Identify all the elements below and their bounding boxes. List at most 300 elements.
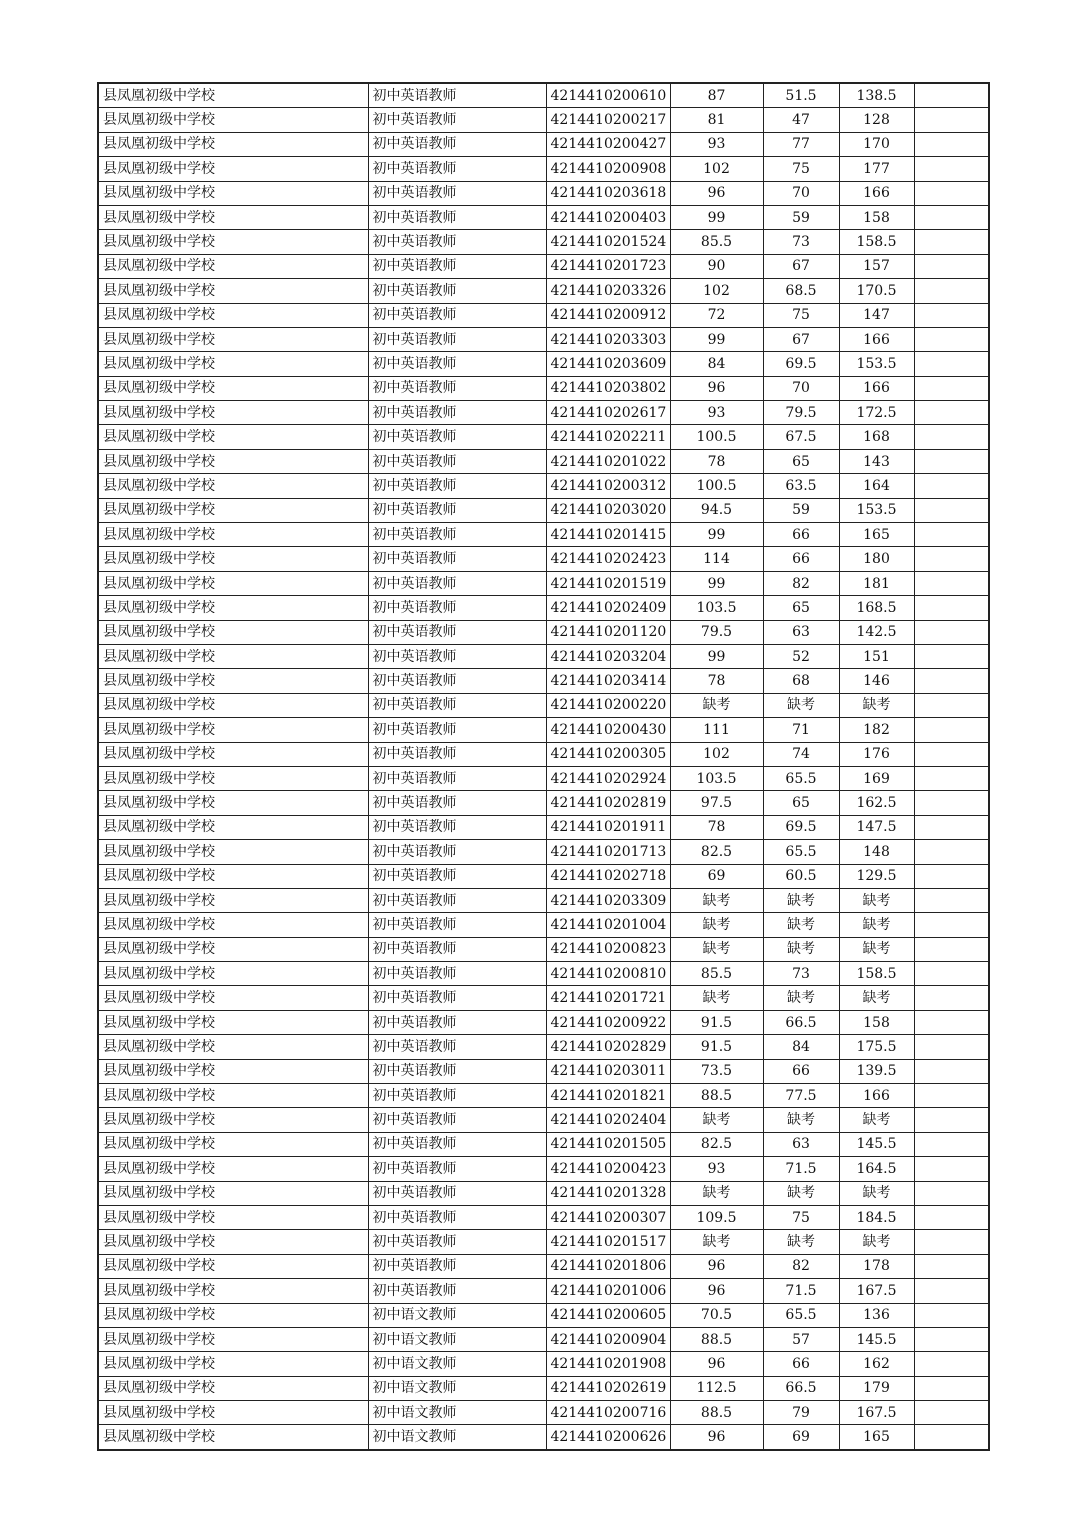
note-cell	[914, 1181, 989, 1205]
school-name-cell: 县凤凰初级中学校	[98, 523, 368, 547]
position-cell: 初中英语教师	[368, 83, 546, 108]
exam-id-cell: 4214410201908	[546, 1352, 670, 1376]
total-score-cell: 164.5	[839, 1157, 914, 1181]
total-score-cell: 缺考	[839, 693, 914, 717]
second-score-cell: 65	[763, 596, 839, 620]
second-score-cell: 71.5	[763, 1279, 839, 1303]
position-cell: 初中英语教师	[368, 766, 546, 790]
exam-id-cell: 4214410202829	[546, 1035, 670, 1059]
table-row	[98, 108, 989, 132]
note-cell	[914, 547, 989, 571]
school-name-cell: 县凤凰初级中学校	[98, 669, 368, 693]
total-score-cell: 148	[839, 840, 914, 864]
position-cell: 初中英语教师	[368, 1035, 546, 1059]
school-name-cell: 县凤凰初级中学校	[98, 864, 368, 888]
note-cell	[914, 181, 989, 205]
note-cell	[914, 449, 989, 473]
written-score-cell: 82.5	[670, 840, 763, 864]
note-cell	[914, 1376, 989, 1400]
table-row	[98, 547, 989, 571]
total-score-cell: 167.5	[839, 1279, 914, 1303]
second-score-cell: 67	[763, 327, 839, 351]
note-cell	[914, 791, 989, 815]
school-name-cell: 县凤凰初级中学校	[98, 1157, 368, 1181]
position-cell: 初中英语教师	[368, 864, 546, 888]
position-cell: 初中英语教师	[368, 1157, 546, 1181]
table-row	[98, 620, 989, 644]
written-score-cell: 78	[670, 669, 763, 693]
note-cell	[914, 205, 989, 229]
exam-id-cell: 4214410200305	[546, 742, 670, 766]
table-row	[98, 425, 989, 449]
table-row	[98, 1059, 989, 1083]
second-score-cell: 77.5	[763, 1084, 839, 1108]
second-score-cell: 66	[763, 523, 839, 547]
total-score-cell: 170	[839, 132, 914, 156]
total-score-cell: 139.5	[839, 1059, 914, 1083]
table-row	[98, 279, 989, 303]
note-cell	[914, 718, 989, 742]
second-score-cell: 79	[763, 1401, 839, 1425]
written-score-cell: 85.5	[670, 962, 763, 986]
written-score-cell: 69	[670, 864, 763, 888]
written-score-cell: 70.5	[670, 1303, 763, 1327]
table-row	[98, 596, 989, 620]
total-score-cell: 缺考	[839, 1181, 914, 1205]
exam-id-cell: 4214410202617	[546, 401, 670, 425]
exam-id-cell: 4214410200430	[546, 718, 670, 742]
position-cell: 初中语文教师	[368, 1376, 546, 1400]
second-score-cell: 缺考	[763, 937, 839, 961]
table-row	[98, 1352, 989, 1376]
position-cell: 初中英语教师	[368, 596, 546, 620]
total-score-cell: 153.5	[839, 498, 914, 522]
written-score-cell: 81	[670, 108, 763, 132]
total-score-cell: 158	[839, 205, 914, 229]
school-name-cell: 县凤凰初级中学校	[98, 913, 368, 937]
school-name-cell: 县凤凰初级中学校	[98, 1108, 368, 1132]
table-row	[98, 474, 989, 498]
total-score-cell: 145.5	[839, 1132, 914, 1156]
school-name-cell: 县凤凰初级中学校	[98, 449, 368, 473]
school-name-cell: 县凤凰初级中学校	[98, 230, 368, 254]
second-score-cell: 71.5	[763, 1157, 839, 1181]
position-cell: 初中英语教师	[368, 1205, 546, 1229]
second-score-cell: 82	[763, 571, 839, 595]
school-name-cell: 县凤凰初级中学校	[98, 644, 368, 668]
note-cell	[914, 1352, 989, 1376]
written-score-cell: 99	[670, 327, 763, 351]
exam-id-cell: 4214410201806	[546, 1254, 670, 1278]
total-score-cell: 184.5	[839, 1205, 914, 1229]
position-cell: 初中英语教师	[368, 1254, 546, 1278]
table-row	[98, 962, 989, 986]
position-cell: 初中英语教师	[368, 303, 546, 327]
second-score-cell: 缺考	[763, 888, 839, 912]
total-score-cell: 166	[839, 1084, 914, 1108]
table-row	[98, 498, 989, 522]
school-name-cell: 县凤凰初级中学校	[98, 376, 368, 400]
school-name-cell: 县凤凰初级中学校	[98, 1205, 368, 1229]
school-name-cell: 县凤凰初级中学校	[98, 83, 368, 108]
position-cell: 初中英语教师	[368, 474, 546, 498]
school-name-cell: 县凤凰初级中学校	[98, 840, 368, 864]
second-score-cell: 66	[763, 547, 839, 571]
position-cell: 初中语文教师	[368, 1401, 546, 1425]
written-score-cell: 96	[670, 376, 763, 400]
position-cell: 初中英语教师	[368, 327, 546, 351]
exam-id-cell: 4214410201022	[546, 449, 670, 473]
school-name-cell: 县凤凰初级中学校	[98, 1181, 368, 1205]
school-name-cell: 县凤凰初级中学校	[98, 718, 368, 742]
school-name-cell: 县凤凰初级中学校	[98, 132, 368, 156]
school-name-cell: 县凤凰初级中学校	[98, 1132, 368, 1156]
table-row	[98, 401, 989, 425]
written-score-cell: 96	[670, 1425, 763, 1450]
note-cell	[914, 888, 989, 912]
total-score-cell: 143	[839, 449, 914, 473]
table-row	[98, 230, 989, 254]
school-name-cell: 县凤凰初级中学校	[98, 401, 368, 425]
position-cell: 初中英语教师	[368, 937, 546, 961]
total-score-cell: 缺考	[839, 1230, 914, 1254]
written-score-cell: 缺考	[670, 1230, 763, 1254]
second-score-cell: 75	[763, 303, 839, 327]
school-name-cell: 县凤凰初级中学校	[98, 815, 368, 839]
total-score-cell: 147.5	[839, 815, 914, 839]
second-score-cell: 70	[763, 376, 839, 400]
table-row	[98, 815, 989, 839]
written-score-cell: 100.5	[670, 474, 763, 498]
exam-id-cell: 4214410202211	[546, 425, 670, 449]
total-score-cell: 176	[839, 742, 914, 766]
written-score-cell: 90	[670, 254, 763, 278]
exam-id-cell: 4214410201723	[546, 254, 670, 278]
exam-id-cell: 4214410201721	[546, 986, 670, 1010]
note-cell	[914, 279, 989, 303]
position-cell: 初中英语教师	[368, 815, 546, 839]
table-row	[98, 157, 989, 181]
school-name-cell: 县凤凰初级中学校	[98, 791, 368, 815]
second-score-cell: 缺考	[763, 693, 839, 717]
table-row	[98, 693, 989, 717]
school-name-cell: 县凤凰初级中学校	[98, 474, 368, 498]
note-cell	[914, 1327, 989, 1351]
exam-id-cell: 4214410201505	[546, 1132, 670, 1156]
position-cell: 初中英语教师	[368, 571, 546, 595]
note-cell	[914, 425, 989, 449]
written-score-cell: 102	[670, 157, 763, 181]
second-score-cell: 65	[763, 449, 839, 473]
written-score-cell: 102	[670, 742, 763, 766]
table-row	[98, 1376, 989, 1400]
second-score-cell: 52	[763, 644, 839, 668]
position-cell: 初中英语教师	[368, 157, 546, 181]
second-score-cell: 59	[763, 205, 839, 229]
note-cell	[914, 108, 989, 132]
note-cell	[914, 157, 989, 181]
exam-id-cell: 4214410201120	[546, 620, 670, 644]
total-score-cell: 166	[839, 181, 914, 205]
written-score-cell: 100.5	[670, 425, 763, 449]
note-cell	[914, 352, 989, 376]
second-score-cell: 65.5	[763, 766, 839, 790]
position-cell: 初中英语教师	[368, 669, 546, 693]
table-row	[98, 376, 989, 400]
position-cell: 初中英语教师	[368, 1059, 546, 1083]
school-name-cell: 县凤凰初级中学校	[98, 596, 368, 620]
exam-id-cell: 4214410202423	[546, 547, 670, 571]
table-row	[98, 1279, 989, 1303]
exam-id-cell: 4214410203204	[546, 644, 670, 668]
note-cell	[914, 401, 989, 425]
position-cell: 初中英语教师	[368, 230, 546, 254]
second-score-cell: 63.5	[763, 474, 839, 498]
note-cell	[914, 376, 989, 400]
table-row	[98, 571, 989, 595]
table-row	[98, 644, 989, 668]
position-cell: 初中英语教师	[368, 986, 546, 1010]
note-cell	[914, 986, 989, 1010]
exam-id-cell: 4214410203303	[546, 327, 670, 351]
exam-id-cell: 4214410201517	[546, 1230, 670, 1254]
note-cell	[914, 230, 989, 254]
written-score-cell: 93	[670, 132, 763, 156]
written-score-cell: 82.5	[670, 1132, 763, 1156]
table-row	[98, 1205, 989, 1229]
second-score-cell: 缺考	[763, 986, 839, 1010]
second-score-cell: 73	[763, 962, 839, 986]
note-cell	[914, 766, 989, 790]
exam-id-cell: 4214410200307	[546, 1205, 670, 1229]
note-cell	[914, 1108, 989, 1132]
note-cell	[914, 937, 989, 961]
position-cell: 初中英语教师	[368, 132, 546, 156]
exam-id-cell: 4214410200904	[546, 1327, 670, 1351]
table-row	[98, 205, 989, 229]
table-row	[98, 1401, 989, 1425]
second-score-cell: 77	[763, 132, 839, 156]
exam-id-cell: 4214410203414	[546, 669, 670, 693]
position-cell: 初中英语教师	[368, 840, 546, 864]
table-row	[98, 303, 989, 327]
written-score-cell: 99	[670, 644, 763, 668]
position-cell: 初中英语教师	[368, 352, 546, 376]
written-score-cell: 78	[670, 815, 763, 839]
school-name-cell: 县凤凰初级中学校	[98, 1230, 368, 1254]
note-cell	[914, 669, 989, 693]
exam-id-cell: 4214410200810	[546, 962, 670, 986]
total-score-cell: 缺考	[839, 888, 914, 912]
total-score-cell: 158.5	[839, 230, 914, 254]
school-name-cell: 县凤凰初级中学校	[98, 303, 368, 327]
position-cell: 初中英语教师	[368, 1084, 546, 1108]
exam-id-cell: 4214410202924	[546, 766, 670, 790]
table-row	[98, 523, 989, 547]
exam-id-cell: 4214410200220	[546, 693, 670, 717]
written-score-cell: 85.5	[670, 230, 763, 254]
second-score-cell: 60.5	[763, 864, 839, 888]
position-cell: 初中英语教师	[368, 1132, 546, 1156]
written-score-cell: 99	[670, 523, 763, 547]
written-score-cell: 93	[670, 401, 763, 425]
second-score-cell: 69.5	[763, 352, 839, 376]
position-cell: 初中英语教师	[368, 620, 546, 644]
total-score-cell: 缺考	[839, 1108, 914, 1132]
written-score-cell: 84	[670, 352, 763, 376]
total-score-cell: 172.5	[839, 401, 914, 425]
written-score-cell: 99	[670, 571, 763, 595]
position-cell: 初中英语教师	[368, 791, 546, 815]
school-name-cell: 县凤凰初级中学校	[98, 888, 368, 912]
written-score-cell: 87	[670, 83, 763, 108]
exam-id-cell: 4214410200423	[546, 1157, 670, 1181]
school-name-cell: 县凤凰初级中学校	[98, 205, 368, 229]
table-row	[98, 913, 989, 937]
note-cell	[914, 474, 989, 498]
written-score-cell: 96	[670, 1352, 763, 1376]
table-row	[98, 791, 989, 815]
table-row	[98, 1132, 989, 1156]
school-name-cell: 县凤凰初级中学校	[98, 352, 368, 376]
school-name-cell: 县凤凰初级中学校	[98, 1010, 368, 1034]
exam-id-cell: 4214410201713	[546, 840, 670, 864]
table-row	[98, 327, 989, 351]
second-score-cell: 84	[763, 1035, 839, 1059]
school-name-cell: 县凤凰初级中学校	[98, 1401, 368, 1425]
second-score-cell: 缺考	[763, 1230, 839, 1254]
exam-id-cell: 4214410202404	[546, 1108, 670, 1132]
note-cell	[914, 644, 989, 668]
second-score-cell: 51.5	[763, 83, 839, 108]
note-cell	[914, 523, 989, 547]
written-score-cell: 91.5	[670, 1035, 763, 1059]
table-row	[98, 669, 989, 693]
exam-id-cell: 4214410203609	[546, 352, 670, 376]
second-score-cell: 66	[763, 1059, 839, 1083]
table-row	[98, 742, 989, 766]
total-score-cell: 182	[839, 718, 914, 742]
table-body	[98, 83, 989, 1450]
written-score-cell: 缺考	[670, 888, 763, 912]
position-cell: 初中英语教师	[368, 1230, 546, 1254]
note-cell	[914, 962, 989, 986]
second-score-cell: 66	[763, 1352, 839, 1376]
note-cell	[914, 864, 989, 888]
total-score-cell: 146	[839, 669, 914, 693]
table-row	[98, 132, 989, 156]
exam-id-cell: 4214410201415	[546, 523, 670, 547]
exam-id-cell: 4214410201519	[546, 571, 670, 595]
exam-id-cell: 4214410202619	[546, 1376, 670, 1400]
note-cell	[914, 571, 989, 595]
position-cell: 初中英语教师	[368, 962, 546, 986]
note-cell	[914, 693, 989, 717]
note-cell	[914, 913, 989, 937]
total-score-cell: 164	[839, 474, 914, 498]
note-cell	[914, 1425, 989, 1450]
written-score-cell: 79.5	[670, 620, 763, 644]
exam-id-cell: 4214410201911	[546, 815, 670, 839]
position-cell: 初中英语教师	[368, 693, 546, 717]
written-score-cell: 97.5	[670, 791, 763, 815]
written-score-cell: 96	[670, 1254, 763, 1278]
second-score-cell: 71	[763, 718, 839, 742]
written-score-cell: 96	[670, 181, 763, 205]
exam-id-cell: 4214410200626	[546, 1425, 670, 1450]
written-score-cell: 缺考	[670, 1108, 763, 1132]
school-name-cell: 县凤凰初级中学校	[98, 425, 368, 449]
note-cell	[914, 1230, 989, 1254]
school-name-cell: 县凤凰初级中学校	[98, 1084, 368, 1108]
exam-id-cell: 4214410200823	[546, 937, 670, 961]
second-score-cell: 73	[763, 230, 839, 254]
written-score-cell: 93	[670, 1157, 763, 1181]
position-cell: 初中英语教师	[368, 523, 546, 547]
table-row	[98, 1084, 989, 1108]
total-score-cell: 177	[839, 157, 914, 181]
written-score-cell: 103.5	[670, 766, 763, 790]
second-score-cell: 69	[763, 1425, 839, 1450]
note-cell	[914, 596, 989, 620]
school-name-cell: 县凤凰初级中学校	[98, 108, 368, 132]
total-score-cell: 168.5	[839, 596, 914, 620]
total-score-cell: 153.5	[839, 352, 914, 376]
total-score-cell: 178	[839, 1254, 914, 1278]
note-cell	[914, 1132, 989, 1156]
table-row	[98, 83, 989, 108]
school-name-cell: 县凤凰初级中学校	[98, 1059, 368, 1083]
written-score-cell: 缺考	[670, 913, 763, 937]
second-score-cell: 65.5	[763, 840, 839, 864]
total-score-cell: 162.5	[839, 791, 914, 815]
table-row	[98, 766, 989, 790]
school-name-cell: 县凤凰初级中学校	[98, 1254, 368, 1278]
position-cell: 初中语文教师	[368, 1303, 546, 1327]
exam-id-cell: 4214410203326	[546, 279, 670, 303]
table-row	[98, 1303, 989, 1327]
position-cell: 初中英语教师	[368, 401, 546, 425]
table-row	[98, 181, 989, 205]
exam-id-cell: 4214410203309	[546, 888, 670, 912]
exam-id-cell: 4214410203011	[546, 1059, 670, 1083]
second-score-cell: 75	[763, 1205, 839, 1229]
note-cell	[914, 1205, 989, 1229]
school-name-cell: 县凤凰初级中学校	[98, 1376, 368, 1400]
exam-id-cell: 4214410201524	[546, 230, 670, 254]
exam-id-cell: 4214410202409	[546, 596, 670, 620]
note-cell	[914, 327, 989, 351]
total-score-cell: 129.5	[839, 864, 914, 888]
table-row	[98, 986, 989, 1010]
table-row	[98, 1425, 989, 1450]
second-score-cell: 69.5	[763, 815, 839, 839]
exam-id-cell: 4214410200908	[546, 157, 670, 181]
written-score-cell: 缺考	[670, 693, 763, 717]
note-cell	[914, 1401, 989, 1425]
table-row	[98, 254, 989, 278]
table-row	[98, 1181, 989, 1205]
total-score-cell: 166	[839, 327, 914, 351]
written-score-cell: 78	[670, 449, 763, 473]
second-score-cell: 82	[763, 1254, 839, 1278]
position-cell: 初中语文教师	[368, 1327, 546, 1351]
exam-id-cell: 4214410201004	[546, 913, 670, 937]
second-score-cell: 70	[763, 181, 839, 205]
written-score-cell: 88.5	[670, 1401, 763, 1425]
note-cell	[914, 1254, 989, 1278]
table-row	[98, 449, 989, 473]
